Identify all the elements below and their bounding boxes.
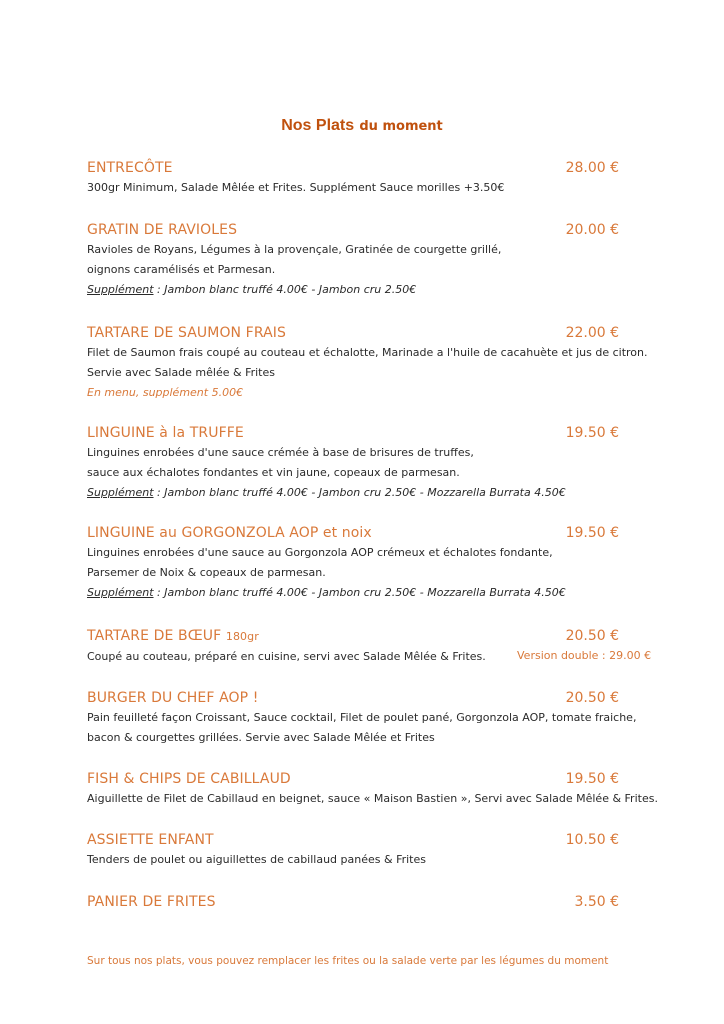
dish-description: sauce aux échalotes fondantes et vin jaune, copeaux de parmesan. (87, 466, 460, 479)
dish-price: 3.50 € (574, 894, 619, 910)
dish-description: Servie avec Salade mêlée & Frites (87, 366, 275, 379)
supplement-label: Supplément (87, 283, 154, 296)
dish-price: 22.00 € (565, 325, 619, 341)
dish-description: 300gr Minimum, Salade Mêlée et Frites. Supplément Sauce morilles +3.50€ (87, 181, 505, 194)
dish-supplement (87, 583, 687, 603)
dish-price: 28.00 € (565, 160, 619, 176)
supplement-label: Supplément (87, 486, 154, 499)
menu-item-panier-frites (87, 892, 687, 912)
dish-name: PANIER DE FRITES (87, 894, 216, 910)
dish-description: Ravioles de Royans, Légumes à la provençale, Gratinée de courgette grillé, (87, 243, 502, 256)
dish-price: 20.00 € (565, 222, 619, 238)
dish-description: Tenders de poulet ou aiguillettes de cabillaud panées & Frites (87, 853, 426, 866)
dish-price: 19.50 € (565, 425, 619, 441)
supplement-text: : Jambon blanc truffé 4.00€ - Jambon cru 2.50€ - Mozzarella Burrata 4.50€ (153, 586, 566, 599)
dish-version-double: Version double : 29.00 € (517, 649, 652, 662)
dish-price: 20.50 € (565, 628, 619, 644)
supplement-label: Supplément (87, 586, 154, 599)
menu-item-tartare-saumon (87, 323, 687, 403)
dish-description: Parsemer de Noix & copeaux de parmesan. (87, 566, 326, 579)
page-title-light: du moment (359, 119, 443, 134)
dish-price: 19.50 € (565, 525, 619, 541)
dish-price: 19.50 € (565, 771, 619, 787)
dish-description: Filet de Saumon frais coupé au couteau et échalotte, Marinade a l'huile de cacahuète et jus de citron. (87, 346, 648, 359)
dish-description: oignons caramélisés et Parmesan. (87, 263, 276, 276)
dish-price: 10.50 € (565, 832, 619, 848)
page-title (0, 116, 724, 135)
dish-supplement (87, 483, 687, 503)
dish-description: Aiguillette de Filet de Cabillaud en beignet, sauce « Maison Bastien », Servi avec Salade Mêlée & Frites. (87, 792, 658, 805)
supplement-text: : Jambon blanc truffé 4.00€ - Jambon cru 2.50€ - Mozzarella Burrata 4.50€ (153, 486, 566, 499)
dish-name: LINGUINE au GORGONZOLA AOP et noix (87, 525, 372, 541)
dish-name: ENTRECÔTE (87, 160, 173, 176)
dish-name-main: TARTARE DE BŒUF (87, 628, 222, 644)
dish-name: GRATIN DE RAVIOLES (87, 222, 238, 238)
menu-item-entrecote (87, 158, 687, 198)
dish-description: Linguines enrobées d'une sauce crémée à base de brisures de truffes, (87, 446, 474, 459)
menu-item-linguine-gorgonzola (87, 523, 687, 603)
dish-description: Coupé au couteau, préparé en cuisine, servi avec Salade Mêlée & Frites. (87, 650, 486, 663)
menu-item-gratin-ravioles (87, 220, 687, 300)
menu-item-burger (87, 688, 687, 748)
dish-note: En menu, supplément 5.00€ (87, 386, 244, 399)
dish-weight: 180gr (225, 630, 259, 643)
dish-description: bacon & courgettes grillées. Servie avec Salade Mêlée et Frites (87, 731, 435, 744)
menu-item-fish-chips (87, 769, 687, 809)
menu-item-assiette-enfant (87, 830, 687, 870)
dish-name: FISH & CHIPS DE CABILLAUD (87, 771, 291, 787)
dish-name: LINGUINE à la TRUFFE (87, 425, 244, 441)
footer-note: Sur tous nos plats, vous pouvez remplacer les frites ou la salade verte par les légumes du moment (87, 955, 609, 967)
dish-price: 20.50 € (565, 690, 619, 706)
dish-name: TARTARE DE SAUMON FRAIS (87, 325, 286, 341)
dish-description: Linguines enrobées d'une sauce au Gorgonzola AOP crémeux et échalotes fondante, (87, 546, 553, 559)
supplement-text: : Jambon blanc truffé 4.00€ - Jambon cru 2.50€ (153, 283, 417, 296)
menu-item-linguine-truffe (87, 423, 687, 503)
dish-description: Pain feuilleté façon Croissant, Sauce cocktail, Filet de poulet pané, Gorgonzola AOP, tomate fraiche, (87, 711, 637, 724)
dish-name: BURGER DU CHEF AOP ! (87, 690, 259, 706)
dish-name: ASSIETTE ENFANT (87, 832, 214, 848)
dish-supplement (87, 280, 687, 300)
page-title-bold: Nos Plats (281, 117, 355, 134)
menu-item-tartare-boeuf (87, 626, 687, 667)
